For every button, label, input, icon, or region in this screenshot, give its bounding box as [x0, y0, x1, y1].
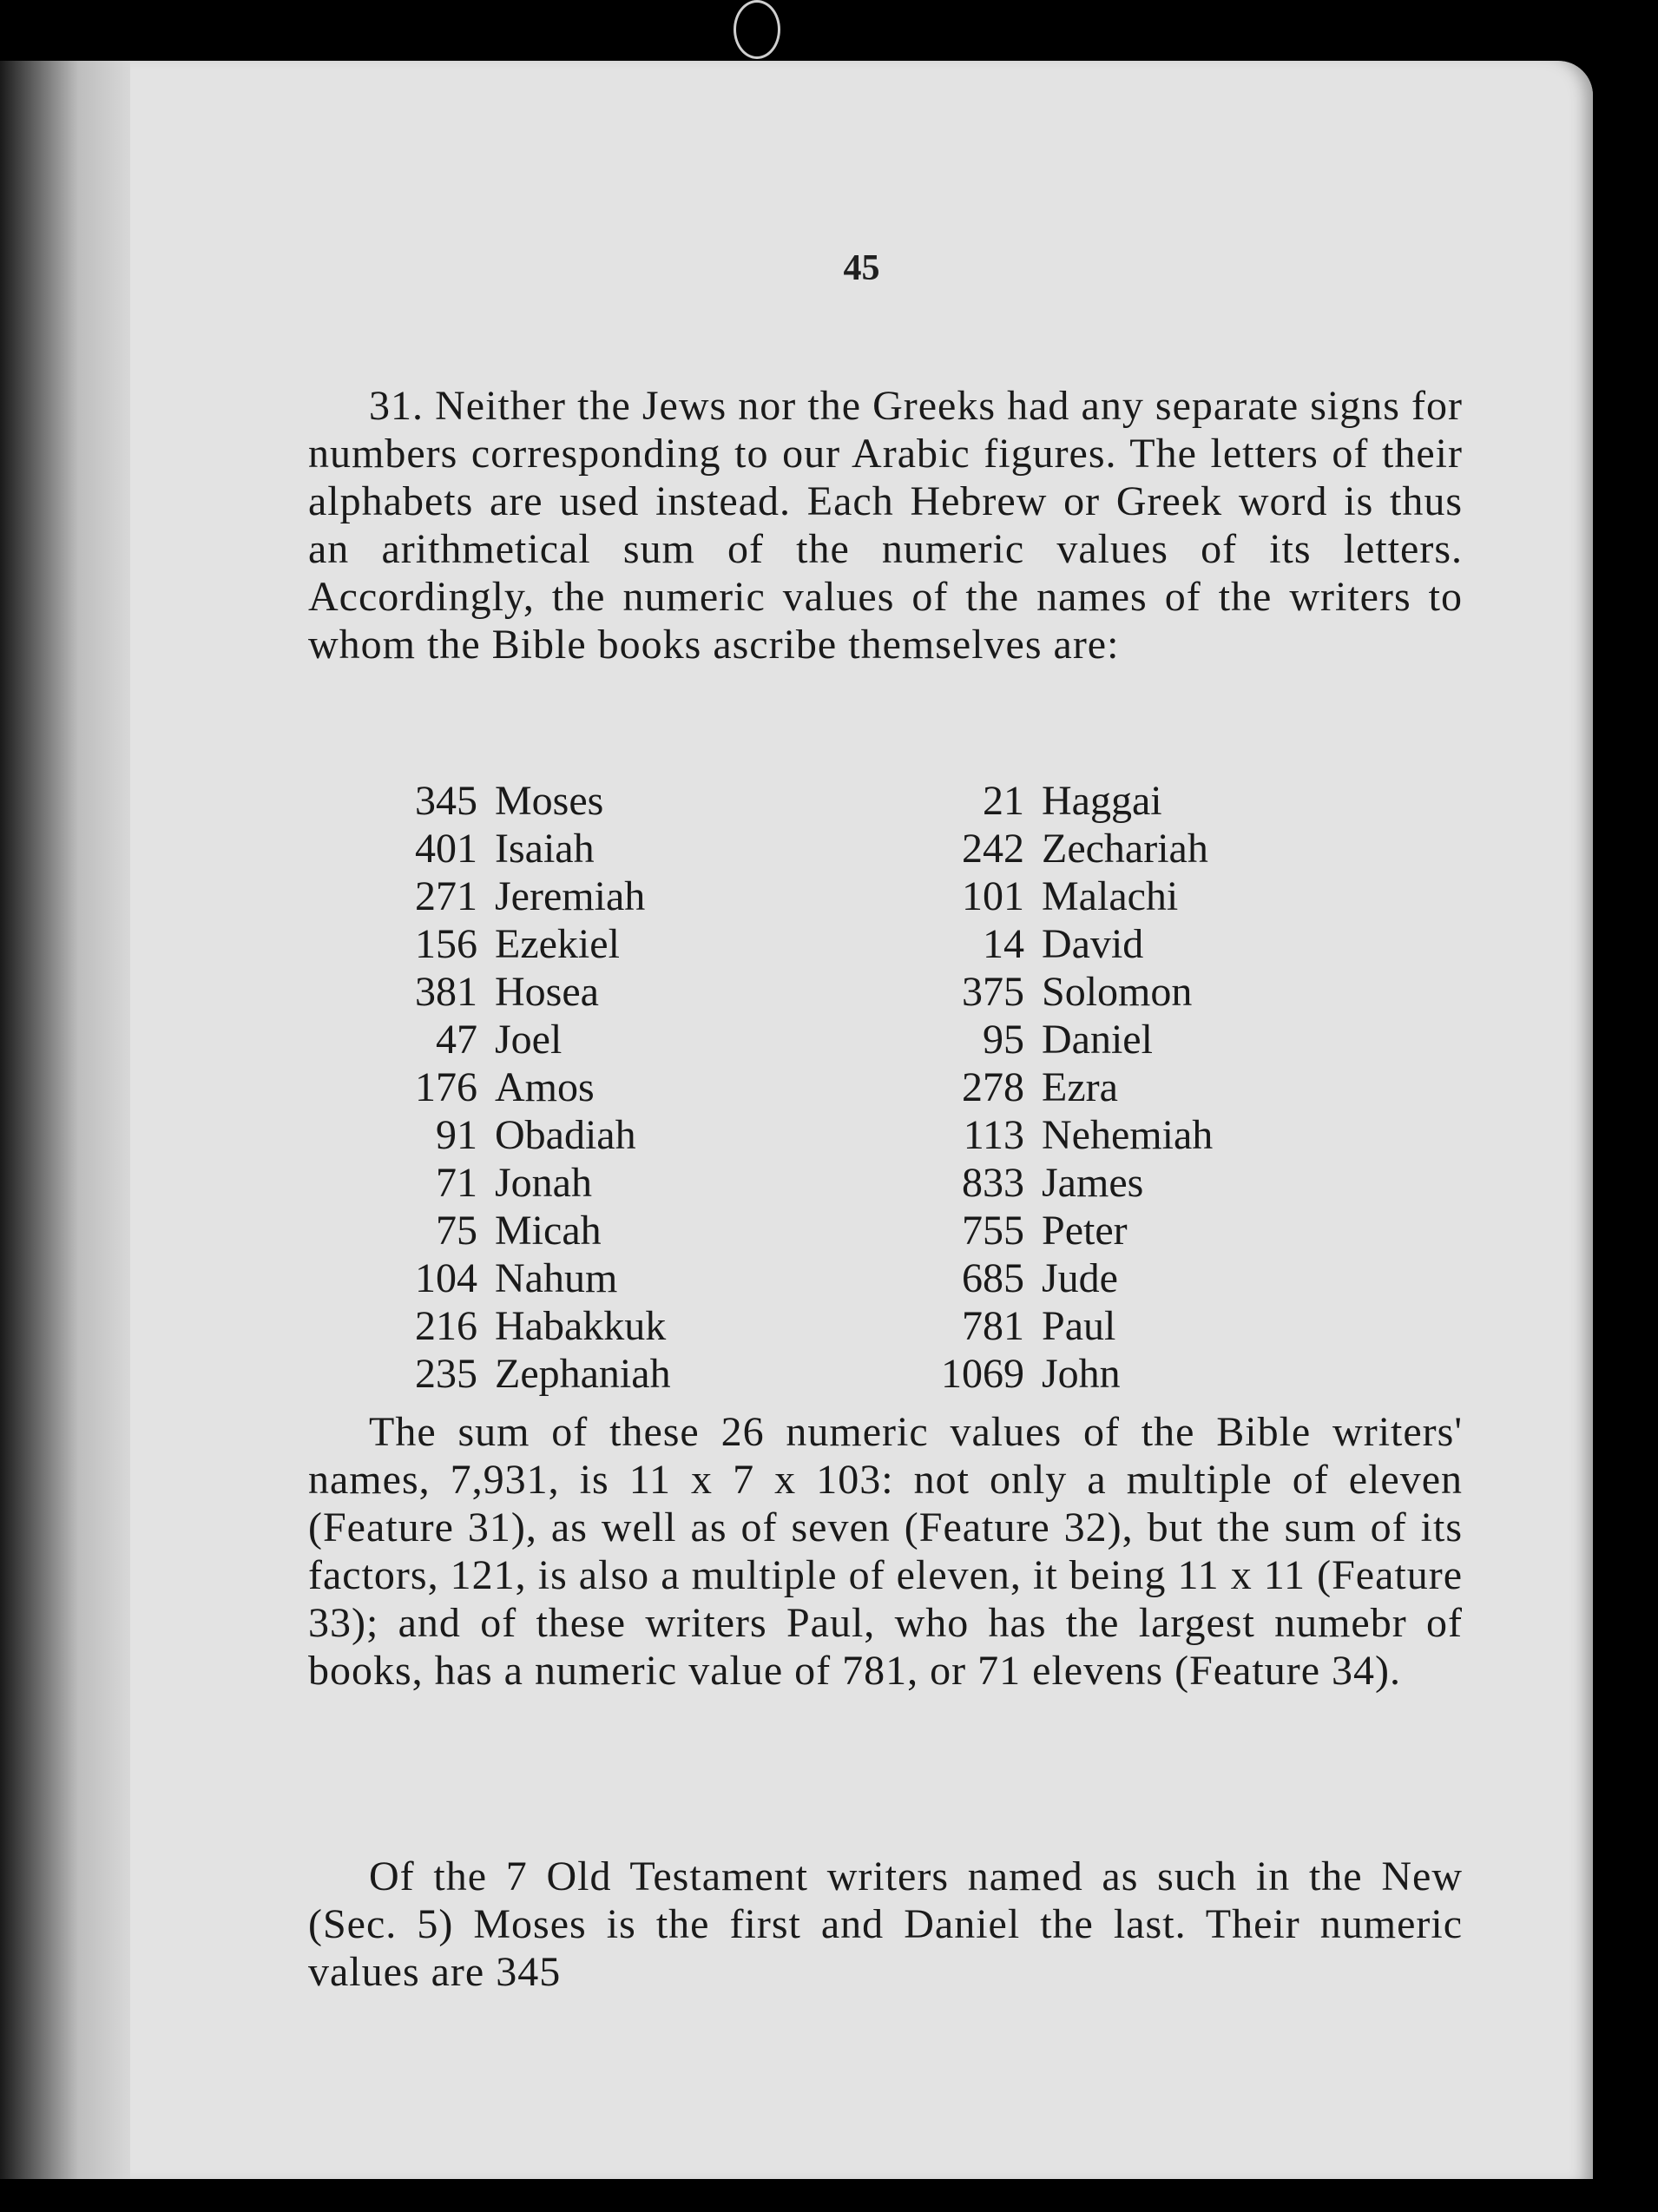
writer-row — [356, 1302, 671, 1350]
writer-value: 104 — [415, 1255, 477, 1301]
writer-row — [903, 1111, 1213, 1159]
writer-value: 47 — [436, 1017, 477, 1063]
writer-value: 271 — [415, 873, 477, 919]
writer-name: Nahum — [495, 1255, 618, 1301]
writer-value: 833 — [962, 1160, 1024, 1206]
writer-row — [356, 777, 671, 825]
writer-name: Micah — [495, 1208, 602, 1254]
writer-row — [903, 968, 1213, 1016]
writer-name: Moses — [495, 778, 604, 824]
page-number: 45 — [843, 248, 880, 288]
writer-name: Isaiah — [495, 826, 595, 872]
writer-name: Obadiah — [495, 1112, 636, 1158]
writer-name: Jude — [1042, 1255, 1118, 1301]
writer-row — [356, 1016, 671, 1063]
writer-row — [903, 1302, 1213, 1350]
book-spine — [0, 61, 130, 2179]
paragraph-31 — [308, 382, 1463, 668]
writer-value: 176 — [415, 1064, 477, 1110]
writer-row — [356, 1207, 671, 1254]
book-page — [130, 61, 1593, 2179]
writer-value: 375 — [962, 969, 1024, 1015]
writer-name: Peter — [1042, 1208, 1128, 1254]
writer-row — [356, 920, 671, 968]
writer-row — [903, 1063, 1213, 1111]
writer-value: 755 — [962, 1208, 1024, 1254]
writers-left-column — [356, 777, 671, 1398]
paragraph-old-testament-text: Of the 7 Old Testament writers named as such in the New (Sec. 5) Moses is the first and Daniel the last. Their numeric values are 345 — [308, 1853, 1463, 1995]
clip-mark — [734, 0, 780, 59]
writer-name: Amos — [495, 1064, 595, 1110]
writer-value: 113 — [963, 1112, 1024, 1158]
writer-name: Malachi — [1042, 873, 1179, 919]
paragraph-sum-text: The sum of these 26 numeric values of the Bible writers' names, 7,931, is 11 x 7 x 103: not only a multiple of eleven (Feature 31), as well as of seven (Feature 32), but the sum of its factors, 121, is also a multiple of eleven, it being 11 x 11 (Feature 33); and of these writers Paul, who has the largest numebr of books, has a numeric value of 781, or 71 elevens (Feature 34). — [308, 1409, 1463, 1694]
writer-name: Zephaniah — [495, 1351, 671, 1397]
writer-row — [903, 1016, 1213, 1063]
writer-value: 278 — [962, 1064, 1024, 1110]
writer-name: James — [1042, 1160, 1144, 1206]
writer-row — [903, 1159, 1213, 1207]
writer-value: 685 — [962, 1255, 1024, 1301]
writer-name: Haggai — [1042, 778, 1162, 824]
writers-right-column — [903, 777, 1213, 1398]
writer-name: John — [1042, 1351, 1121, 1397]
writer-row — [356, 1063, 671, 1111]
writer-value: 75 — [436, 1208, 477, 1254]
paragraph-sum — [308, 1408, 1463, 1695]
writer-row — [903, 825, 1213, 872]
writer-row — [356, 872, 671, 920]
writer-name: Jonah — [495, 1160, 592, 1206]
writer-value: 156 — [415, 921, 477, 967]
writer-value: 216 — [415, 1303, 477, 1349]
writer-row — [356, 1159, 671, 1207]
writer-row — [903, 920, 1213, 968]
writer-row — [356, 1350, 671, 1398]
writer-row — [356, 825, 671, 872]
writer-value: 242 — [962, 826, 1024, 872]
writer-row — [903, 1254, 1213, 1302]
writer-name: Nehemiah — [1042, 1112, 1214, 1158]
writer-value: 345 — [415, 778, 477, 824]
writer-name: Joel — [495, 1017, 563, 1063]
writer-row — [903, 777, 1213, 825]
writer-value: 401 — [415, 826, 477, 872]
writer-name: Hosea — [495, 969, 599, 1015]
writer-value: 381 — [415, 969, 477, 1015]
writer-name: Daniel — [1042, 1017, 1153, 1063]
paragraph-31-text: 31. Neither the Jews nor the Greeks had any separate signs for numbers corresponding to our Arabic figures. The letters of their alphabets are used instead. Each Hebrew or Greek word is thus an arithmetical sum of the numeric values of its letters. Accordingly, the numeric values of the names of the writers to whom the Bible books ascribe themselves are: — [308, 383, 1463, 668]
writer-name: Jeremiah — [495, 873, 646, 919]
writer-row — [356, 1111, 671, 1159]
writer-row — [356, 968, 671, 1016]
writer-name: David — [1042, 921, 1144, 967]
writer-value: 101 — [962, 873, 1024, 919]
writer-value: 91 — [436, 1112, 477, 1158]
writer-value: 71 — [436, 1160, 477, 1206]
writer-value: 21 — [983, 778, 1024, 824]
writer-row — [903, 1350, 1213, 1398]
writer-name: Paul — [1042, 1303, 1116, 1349]
writer-value: 1069 — [941, 1351, 1024, 1397]
paragraph-old-testament — [308, 1853, 1463, 1996]
writer-name: Zechariah — [1042, 826, 1208, 872]
writer-value: 14 — [983, 921, 1024, 967]
writer-name: Habakkuk — [495, 1303, 667, 1349]
writer-value: 95 — [983, 1017, 1024, 1063]
writer-value: 235 — [415, 1351, 477, 1397]
writer-name: Ezra — [1042, 1064, 1118, 1110]
writer-name: Solomon — [1042, 969, 1193, 1015]
writer-row — [356, 1254, 671, 1302]
writer-value: 781 — [962, 1303, 1024, 1349]
writer-row — [903, 872, 1213, 920]
writer-name: Ezekiel — [495, 921, 620, 967]
writer-row — [903, 1207, 1213, 1254]
